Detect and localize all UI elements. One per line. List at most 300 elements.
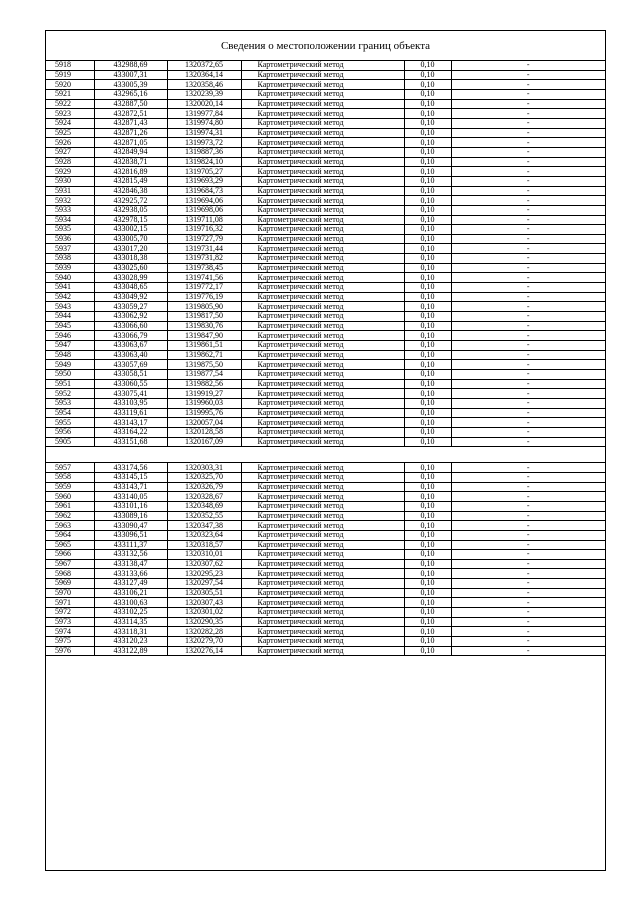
x-coordinate-cell: 433100,63	[94, 598, 167, 608]
accuracy-cell: 0,10	[404, 588, 451, 598]
method-cell: Картометрический метод	[241, 427, 404, 437]
description-cell: -	[451, 427, 605, 437]
point-number-cell: 5939	[46, 263, 94, 273]
accuracy-cell: 0,10	[404, 186, 451, 196]
description-cell: -	[451, 398, 605, 408]
method-cell: Картометрический метод	[241, 186, 404, 196]
y-coordinate-cell: 1320282,28	[167, 627, 241, 637]
table-row	[46, 341, 605, 351]
point-number-cell: 5934	[46, 215, 94, 225]
y-coordinate-cell: 1320358,46	[167, 80, 241, 90]
accuracy-cell: 0,10	[404, 118, 451, 128]
accuracy-cell: 0,10	[404, 427, 451, 437]
y-coordinate-cell: 1320348,69	[167, 501, 241, 511]
accuracy-cell: 0,10	[404, 225, 451, 235]
y-coordinate-cell: 1319847,90	[167, 331, 241, 341]
table-row	[46, 530, 605, 540]
accuracy-cell: 0,10	[404, 176, 451, 186]
accuracy-cell: 0,10	[404, 302, 451, 312]
point-number-cell: 5935	[46, 225, 94, 235]
y-coordinate-cell: 1319727,79	[167, 234, 241, 244]
table-row	[46, 118, 605, 128]
accuracy-cell: 0,10	[404, 350, 451, 360]
table-row	[46, 80, 605, 90]
y-coordinate-cell: 1319776,19	[167, 292, 241, 302]
x-coordinate-cell: 433132,56	[94, 550, 167, 560]
accuracy-cell: 0,10	[404, 80, 451, 90]
method-cell: Картометрический метод	[241, 559, 404, 569]
y-coordinate-cell: 1319973,72	[167, 138, 241, 148]
accuracy-cell: 0,10	[404, 389, 451, 399]
description-cell: -	[451, 61, 605, 70]
method-cell: Картометрический метод	[241, 109, 404, 119]
method-cell: Картометрический метод	[241, 398, 404, 408]
description-cell: -	[451, 501, 605, 511]
description-cell: -	[451, 569, 605, 579]
table-row	[46, 263, 605, 273]
accuracy-cell: 0,10	[404, 492, 451, 502]
point-number-cell: 5940	[46, 273, 94, 283]
method-cell: Картометрический метод	[241, 379, 404, 389]
y-coordinate-cell: 1319830,76	[167, 321, 241, 331]
method-cell: Картометрический метод	[241, 254, 404, 264]
description-cell: -	[451, 521, 605, 531]
table-row	[46, 540, 605, 550]
x-coordinate-cell: 433066,60	[94, 321, 167, 331]
description-cell: -	[451, 360, 605, 370]
method-cell: Картометрический метод	[241, 521, 404, 531]
accuracy-cell: 0,10	[404, 99, 451, 109]
x-coordinate-cell: 433118,31	[94, 627, 167, 637]
accuracy-cell: 0,10	[404, 360, 451, 370]
point-number-cell: 5955	[46, 418, 94, 428]
x-coordinate-cell: 433002,15	[94, 225, 167, 235]
y-coordinate-cell: 1320318,57	[167, 540, 241, 550]
method-cell: Картометрический метод	[241, 482, 404, 492]
accuracy-cell: 0,10	[404, 608, 451, 618]
table-row	[46, 99, 605, 109]
point-number-cell: 5971	[46, 598, 94, 608]
accuracy-cell: 0,10	[404, 138, 451, 148]
y-coordinate-cell: 1319887,36	[167, 147, 241, 157]
accuracy-cell: 0,10	[404, 292, 451, 302]
x-coordinate-cell: 433122,89	[94, 646, 167, 656]
method-cell: Картометрический метод	[241, 234, 404, 244]
table-row	[46, 89, 605, 99]
description-cell: -	[451, 234, 605, 244]
point-number-cell: 5938	[46, 254, 94, 264]
method-cell: Картометрический метод	[241, 138, 404, 148]
table-row	[46, 225, 605, 235]
method-cell: Картометрический метод	[241, 89, 404, 99]
description-cell: -	[451, 379, 605, 389]
x-coordinate-cell: 432871,05	[94, 138, 167, 148]
x-coordinate-cell: 433101,16	[94, 501, 167, 511]
y-coordinate-cell: 1319772,17	[167, 283, 241, 293]
method-cell: Картометрический метод	[241, 283, 404, 293]
y-coordinate-cell: 1320347,38	[167, 521, 241, 531]
point-number-cell: 5948	[46, 350, 94, 360]
method-cell: Картометрический метод	[241, 225, 404, 235]
table-row	[46, 588, 605, 598]
point-number-cell: 5942	[46, 292, 94, 302]
y-coordinate-cell: 1320057,04	[167, 418, 241, 428]
description-cell: -	[451, 118, 605, 128]
y-coordinate-cell: 1319741,56	[167, 273, 241, 283]
accuracy-cell: 0,10	[404, 501, 451, 511]
point-number-cell: 5967	[46, 559, 94, 569]
y-coordinate-cell: 1320167,09	[167, 437, 241, 447]
method-cell: Картометрический метод	[241, 540, 404, 550]
description-cell: -	[451, 254, 605, 264]
x-coordinate-cell: 433005,39	[94, 80, 167, 90]
table-row	[46, 360, 605, 370]
method-cell: Картометрический метод	[241, 501, 404, 511]
accuracy-cell: 0,10	[404, 646, 451, 656]
table-row	[46, 244, 605, 254]
method-cell: Картометрический метод	[241, 472, 404, 482]
x-coordinate-cell: 433151,68	[94, 437, 167, 447]
x-coordinate-cell: 432838,71	[94, 157, 167, 167]
point-number-cell: 5968	[46, 569, 94, 579]
method-cell: Картометрический метод	[241, 617, 404, 627]
table-row	[46, 147, 605, 157]
point-number-cell: 5958	[46, 472, 94, 482]
accuracy-cell: 0,10	[404, 370, 451, 380]
description-cell: -	[451, 598, 605, 608]
method-cell: Картометрический метод	[241, 492, 404, 502]
x-coordinate-cell: 432849,94	[94, 147, 167, 157]
x-coordinate-cell: 433005,70	[94, 234, 167, 244]
description-cell: -	[451, 350, 605, 360]
table-row	[46, 418, 605, 428]
table-gap-row	[46, 447, 605, 463]
method-cell: Картометрический метод	[241, 80, 404, 90]
description-cell: -	[451, 109, 605, 119]
point-number-cell: 5963	[46, 521, 94, 531]
y-coordinate-cell: 1320326,79	[167, 482, 241, 492]
table-row	[46, 273, 605, 283]
table-row	[46, 637, 605, 647]
x-coordinate-cell: 432925,72	[94, 196, 167, 206]
point-number-cell: 5954	[46, 408, 94, 418]
table-row	[46, 128, 605, 138]
description-cell: -	[451, 492, 605, 502]
x-coordinate-cell: 433060,55	[94, 379, 167, 389]
y-coordinate-cell: 1320295,23	[167, 569, 241, 579]
accuracy-cell: 0,10	[404, 128, 451, 138]
method-cell: Картометрический метод	[241, 370, 404, 380]
table-row	[46, 389, 605, 399]
point-number-cell: 5925	[46, 128, 94, 138]
table-row	[46, 205, 605, 215]
method-cell: Картометрический метод	[241, 292, 404, 302]
table-row	[46, 157, 605, 167]
y-coordinate-cell: 1320325,70	[167, 472, 241, 482]
x-coordinate-cell: 433114,35	[94, 617, 167, 627]
table-row	[46, 579, 605, 589]
description-cell: -	[451, 370, 605, 380]
x-coordinate-cell: 432871,26	[94, 128, 167, 138]
table-row	[46, 379, 605, 389]
point-number-cell: 5970	[46, 588, 94, 598]
x-coordinate-cell: 433133,66	[94, 569, 167, 579]
y-coordinate-cell: 1320307,43	[167, 598, 241, 608]
description-cell: -	[451, 244, 605, 254]
document-sheet	[45, 30, 606, 871]
method-cell: Картометрический метод	[241, 350, 404, 360]
y-coordinate-cell: 1319705,27	[167, 167, 241, 177]
point-number-cell: 5923	[46, 109, 94, 119]
x-coordinate-cell: 433111,37	[94, 540, 167, 550]
accuracy-cell: 0,10	[404, 569, 451, 579]
y-coordinate-cell: 1319861,51	[167, 341, 241, 351]
y-coordinate-cell: 1320297,54	[167, 579, 241, 589]
point-number-cell: 5964	[46, 530, 94, 540]
description-cell: -	[451, 418, 605, 428]
y-coordinate-cell: 1319711,08	[167, 215, 241, 225]
accuracy-cell: 0,10	[404, 579, 451, 589]
x-coordinate-cell: 433103,95	[94, 398, 167, 408]
table-row	[46, 463, 605, 473]
y-coordinate-cell: 1319882,56	[167, 379, 241, 389]
table-row	[46, 521, 605, 531]
point-number-cell: 5929	[46, 167, 94, 177]
point-number-cell: 5950	[46, 370, 94, 380]
y-coordinate-cell: 1319875,50	[167, 360, 241, 370]
y-coordinate-cell: 1319684,73	[167, 186, 241, 196]
method-cell: Картометрический метод	[241, 263, 404, 273]
description-cell: -	[451, 196, 605, 206]
y-coordinate-cell: 1319731,44	[167, 244, 241, 254]
method-cell: Картометрический метод	[241, 312, 404, 322]
y-coordinate-cell: 1319877,54	[167, 370, 241, 380]
description-cell: -	[451, 312, 605, 322]
method-cell: Картометрический метод	[241, 637, 404, 647]
x-coordinate-cell: 433028,99	[94, 273, 167, 283]
method-cell: Картометрический метод	[241, 70, 404, 80]
table-row	[46, 70, 605, 80]
accuracy-cell: 0,10	[404, 70, 451, 80]
table-row	[46, 408, 605, 418]
y-coordinate-cell: 1320328,67	[167, 492, 241, 502]
point-number-cell: 5933	[46, 205, 94, 215]
point-number-cell: 5920	[46, 80, 94, 90]
x-coordinate-cell: 433007,31	[94, 70, 167, 80]
x-coordinate-cell: 433102,25	[94, 608, 167, 618]
table-row	[46, 617, 605, 627]
accuracy-cell: 0,10	[404, 244, 451, 254]
description-cell: -	[451, 472, 605, 482]
accuracy-cell: 0,10	[404, 511, 451, 521]
x-coordinate-cell: 433090,47	[94, 521, 167, 531]
x-coordinate-cell: 432871,43	[94, 118, 167, 128]
accuracy-cell: 0,10	[404, 234, 451, 244]
accuracy-cell: 0,10	[404, 196, 451, 206]
accuracy-cell: 0,10	[404, 321, 451, 331]
accuracy-cell: 0,10	[404, 482, 451, 492]
accuracy-cell: 0,10	[404, 521, 451, 531]
method-cell: Картометрический метод	[241, 608, 404, 618]
method-cell: Картометрический метод	[241, 627, 404, 637]
description-cell: -	[451, 80, 605, 90]
description-cell: -	[451, 89, 605, 99]
x-coordinate-cell: 433143,71	[94, 482, 167, 492]
table-row	[46, 234, 605, 244]
x-coordinate-cell: 433048,65	[94, 283, 167, 293]
method-cell: Картометрический метод	[241, 128, 404, 138]
point-number-cell: 5966	[46, 550, 94, 560]
point-number-cell: 5973	[46, 617, 94, 627]
accuracy-cell: 0,10	[404, 472, 451, 482]
point-number-cell: 5918	[46, 61, 94, 70]
x-coordinate-cell: 433143,17	[94, 418, 167, 428]
x-coordinate-cell: 432988,69	[94, 61, 167, 70]
method-cell: Картометрический метод	[241, 579, 404, 589]
point-number-cell: 5926	[46, 138, 94, 148]
description-cell: -	[451, 321, 605, 331]
description-cell: -	[451, 283, 605, 293]
accuracy-cell: 0,10	[404, 408, 451, 418]
method-cell: Картометрический метод	[241, 598, 404, 608]
description-cell: -	[451, 99, 605, 109]
point-number-cell: 5928	[46, 157, 94, 167]
accuracy-cell: 0,10	[404, 437, 451, 447]
point-number-cell: 5946	[46, 331, 94, 341]
point-number-cell: 5974	[46, 627, 94, 637]
description-cell: -	[451, 463, 605, 473]
x-coordinate-cell: 432815,49	[94, 176, 167, 186]
method-cell: Картометрический метод	[241, 196, 404, 206]
table-row	[46, 559, 605, 569]
method-cell: Картометрический метод	[241, 389, 404, 399]
point-number-cell: 5953	[46, 398, 94, 408]
x-coordinate-cell: 433164,22	[94, 427, 167, 437]
description-cell: -	[451, 550, 605, 560]
accuracy-cell: 0,10	[404, 341, 451, 351]
method-cell: Картометрический метод	[241, 360, 404, 370]
point-number-cell: 5924	[46, 118, 94, 128]
method-cell: Картометрический метод	[241, 215, 404, 225]
x-coordinate-cell: 433059,27	[94, 302, 167, 312]
y-coordinate-cell: 1319960,03	[167, 398, 241, 408]
point-number-cell: 5919	[46, 70, 94, 80]
table-row	[46, 646, 605, 656]
accuracy-cell: 0,10	[404, 283, 451, 293]
method-cell: Картометрический метод	[241, 321, 404, 331]
table-row	[46, 550, 605, 560]
description-cell: -	[451, 176, 605, 186]
description-cell: -	[451, 389, 605, 399]
accuracy-cell: 0,10	[404, 254, 451, 264]
x-coordinate-cell: 433063,40	[94, 350, 167, 360]
x-coordinate-cell: 432816,89	[94, 167, 167, 177]
table-row	[46, 138, 605, 148]
y-coordinate-cell: 1320364,14	[167, 70, 241, 80]
x-coordinate-cell: 433049,92	[94, 292, 167, 302]
method-cell: Картометрический метод	[241, 588, 404, 598]
point-number-cell: 5932	[46, 196, 94, 206]
description-cell: -	[451, 540, 605, 550]
description-cell: -	[451, 637, 605, 647]
method-cell: Картометрический метод	[241, 646, 404, 656]
accuracy-cell: 0,10	[404, 617, 451, 627]
method-cell: Картометрический метод	[241, 511, 404, 521]
y-coordinate-cell: 1320305,51	[167, 588, 241, 598]
y-coordinate-cell: 1319694,06	[167, 196, 241, 206]
description-cell: -	[451, 408, 605, 418]
point-number-cell: 5956	[46, 427, 94, 437]
description-cell: -	[451, 588, 605, 598]
description-cell: -	[451, 157, 605, 167]
y-coordinate-cell: 1320279,70	[167, 637, 241, 647]
point-number-cell: 5943	[46, 302, 94, 312]
point-number-cell: 5962	[46, 511, 94, 521]
point-number-cell: 5965	[46, 540, 94, 550]
point-number-cell: 5947	[46, 341, 94, 351]
accuracy-cell: 0,10	[404, 379, 451, 389]
table-row	[46, 627, 605, 637]
x-coordinate-cell: 433140,05	[94, 492, 167, 502]
method-cell: Картометрический метод	[241, 61, 404, 70]
x-coordinate-cell: 433025,60	[94, 263, 167, 273]
table-row	[46, 350, 605, 360]
description-cell: -	[451, 530, 605, 540]
method-cell: Картометрический метод	[241, 418, 404, 428]
x-coordinate-cell: 432938,05	[94, 205, 167, 215]
x-coordinate-cell: 433127,49	[94, 579, 167, 589]
description-cell: -	[451, 147, 605, 157]
accuracy-cell: 0,10	[404, 530, 451, 540]
x-coordinate-cell: 433018,38	[94, 254, 167, 264]
method-cell: Картометрический метод	[241, 408, 404, 418]
table-row	[46, 569, 605, 579]
point-number-cell: 5944	[46, 312, 94, 322]
accuracy-cell: 0,10	[404, 550, 451, 560]
point-number-cell: 5905	[46, 437, 94, 447]
y-coordinate-cell: 1319974,31	[167, 128, 241, 138]
description-cell: -	[451, 215, 605, 225]
description-cell: -	[451, 186, 605, 196]
description-cell: -	[451, 302, 605, 312]
accuracy-cell: 0,10	[404, 109, 451, 119]
table-row	[46, 196, 605, 206]
method-cell: Картометрический метод	[241, 550, 404, 560]
accuracy-cell: 0,10	[404, 540, 451, 550]
x-coordinate-cell: 432965,16	[94, 89, 167, 99]
table-row	[46, 176, 605, 186]
x-coordinate-cell: 433057,69	[94, 360, 167, 370]
description-cell: -	[451, 608, 605, 618]
y-coordinate-cell: 1319731,82	[167, 254, 241, 264]
description-cell: -	[451, 273, 605, 283]
description-cell: -	[451, 646, 605, 656]
method-cell: Картометрический метод	[241, 530, 404, 540]
y-coordinate-cell: 1320301,02	[167, 608, 241, 618]
table-gap-cell	[46, 447, 605, 463]
accuracy-cell: 0,10	[404, 147, 451, 157]
y-coordinate-cell: 1319862,71	[167, 350, 241, 360]
point-number-cell: 5921	[46, 89, 94, 99]
y-coordinate-cell: 1320372,65	[167, 61, 241, 70]
x-coordinate-cell: 432872,51	[94, 109, 167, 119]
point-number-cell: 5930	[46, 176, 94, 186]
description-cell: -	[451, 292, 605, 302]
method-cell: Картометрический метод	[241, 437, 404, 447]
table-row	[46, 292, 605, 302]
x-coordinate-cell: 433062,92	[94, 312, 167, 322]
x-coordinate-cell: 433066,79	[94, 331, 167, 341]
